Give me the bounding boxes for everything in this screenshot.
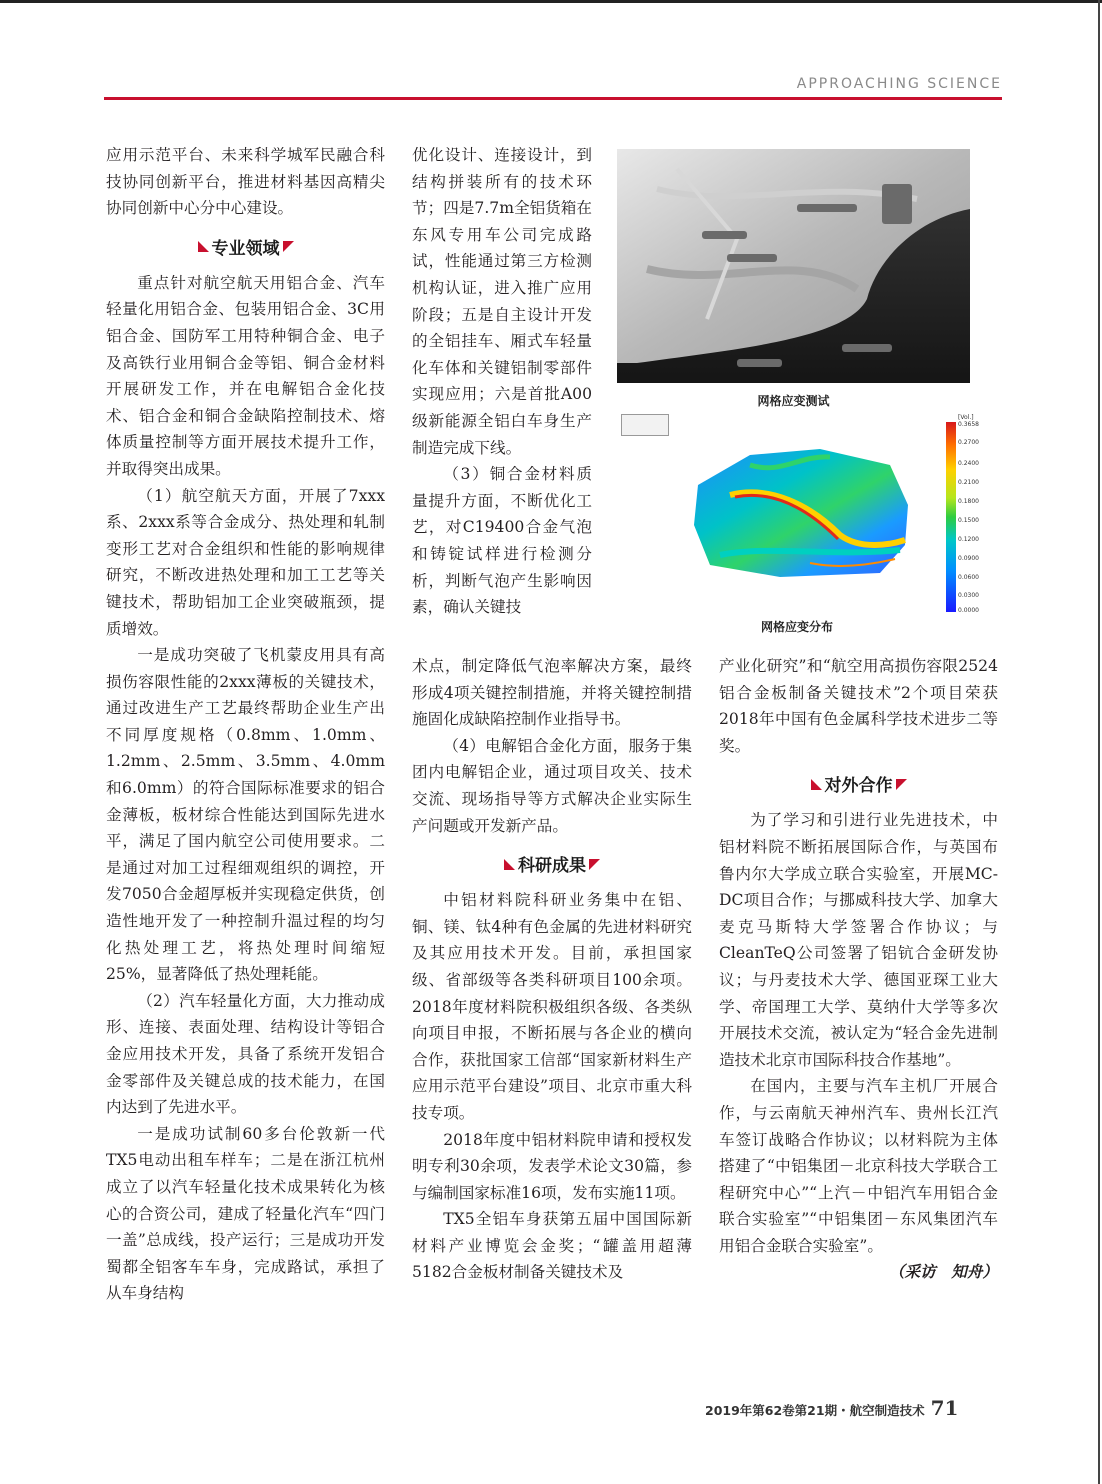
column-2-top (412, 142, 592, 621)
column-3 (719, 653, 998, 1286)
top-border (0, 0, 1102, 3)
colorbar-label: 0.0000 (958, 607, 979, 614)
colorbar-label: 0.1500 (958, 517, 979, 524)
paragraph: 术点，制定降低气泡率解决方案，最终形成4项关键控制措施，并将关键控制措施固化成缺陷控制作业指导书。 (412, 657, 692, 729)
triangle-left-icon (198, 241, 209, 252)
strain-colorbar (946, 422, 956, 612)
paragraph: 优化设计、连接设计，到结构拼装所有的技术环节；四是7.7m全铝货箱在东风专用车公司完成路试，性能通过第三方检测机构认证，进入推广应用阶段；五是自主设计开发的全铝挂车、厢式车轻量化车体和关键铝制零部件实现应用；六是首批A00级新能源全铝白车身生产制造完成下线。 (412, 146, 592, 457)
right-border (1098, 0, 1100, 1484)
colorbar-title: [Vol.] (958, 414, 974, 421)
paragraph: 重点针对航空航天用铝合金、汽车轻量化用铝合金、包装用铝合金、3C用铝合金、国防军工用特种铜合金、电子及高铁行业用铜合金等铝、铜合金材料开展研发工作，并在电解铝合金化技术、铝合金和铜合金缺陷控制技术、熔体质量控制等方面开展技术提升工作，并取得突出成果。 (106, 273, 385, 478)
triangle-left-icon (811, 779, 822, 790)
paragraph: （2）汽车轻量化方面，大力推动成形、连接、表面处理、结构设计等铝合金应用技术开发，具备了系统开发铝合金零部件及关键总成的技术能力，在国内达到了先进水平。 (106, 991, 385, 1117)
section-heading-professional-fields: 专业领域 (106, 236, 385, 262)
colorbar-label: 0.3658 (958, 421, 979, 428)
colorbar-label: 0.2700 (958, 439, 979, 446)
section-heading-research-results: 科研成果 (412, 853, 692, 879)
paragraph: 一是成功试制60多台伦敦新一代TX5电动出租车样车；二是在浙江杭州成立了以汽车轻量化技术成果转化为核心的合资公司，建成了轻量化汽车“四门一盖”总成线，投产运行；三是成功开发蜀都全铝客车车身，完成路试，承担了从车身结构 (106, 1124, 385, 1303)
figure-caption-strain-distribution: 网格应变分布 (760, 620, 833, 634)
paragraph: 中铝材料院科研业务集中在铝、铜、镁、钛4种有色金属的先进材料研究及其应用技术开发。目前，承担国家级、省部级等各类科研项目100余项。2018年度材料院积极组织各级、各类纵向项目申报，不断拓展与各企业的横向合作，获批国家工信部“国家新材料生产应用示范平台建设”项目、北京市重大科技专项。 (412, 891, 692, 1122)
colorbar-label: 0.2100 (958, 479, 979, 486)
page-number: 71 (930, 1396, 959, 1420)
paragraph: TX5全铝车身获第五届中国国际新材料产业博览会金奖；“罐盖用超薄5182合金板材制备关键技术及 (412, 1210, 692, 1282)
colorbar-label: 0.2400 (958, 460, 979, 467)
triangle-right-icon (589, 859, 600, 870)
paragraph: 在国内，主要与汽车主机厂开展合作，与云南航天神州汽车、贵州长江汽车签订战略合作协议；以材料院为主体搭建了“中铝集团－北京科技大学联合工程研究中心”“上汽－中铝汽车用铝合金联合实验室”“中铝集团－东风集团汽车用铝合金联合实验室”。 (719, 1077, 998, 1255)
header-rule (104, 97, 1002, 100)
triangle-right-icon (283, 241, 294, 252)
paragraph: 应用示范平台、未来科学城军民融合科技协同创新平台，推进材料基因高精尖协同创新中心分中心建设。 (106, 146, 385, 218)
paragraph: 为了学习和引进行业先进技术，中铝材料院不断拓展国际合作，与英国布鲁内尔大学成立联合实验室，开展MC-DC项目合作；与挪威科技大学、加拿大麦克马斯特大学签署合作协议；与CleanTeQ公司签署了铝钪合金研发协议；与丹麦技术大学、德国亚琛工业大学、帝国理工大学、莫纳什大学等多次开展技术交流，被认定为“轻合金先进制造技术北京市国际科技合作基地”。 (719, 811, 998, 1069)
colorbar-label: 0.0300 (958, 592, 979, 599)
colorbar-label: 0.1200 (958, 536, 979, 543)
colorbar-label: 0.0600 (958, 574, 979, 581)
paragraph: （4）电解铝合金化方面，服务于集团内电解铝企业，通过项目攻关、技术交流、现场指导等方式解决企业实际生产问题或开发新产品。 (412, 736, 692, 835)
paragraph: 一是成功突破了飞机蒙皮用具有高损伤容限性能的2xxx薄板的关键技术，通过改进生产工艺最终帮助企业生产出不同厚度规格（0.8mm、1.0mm、1.2mm、2.5mm、3.5mm、4.0mm和6.0mm）的符合国际标准要求的铝合金薄板，板材综合性能达到国际先进水平，满足了国内航空公司使用要求。二是通过对加工过程细观组织的调控，开发7050合金超厚板并实现稳定供货，创造性地开发了一种控制升温过程的均匀化热处理工艺，将热处理时间缩短25%，显著降低了热处理耗能。 (106, 646, 385, 984)
figure-caption-strain-test: 网格应变测试 (757, 394, 830, 408)
colorbar-label: 0.0900 (958, 555, 979, 562)
column-1 (106, 142, 385, 1307)
colorbar-label: 0.1800 (958, 498, 979, 505)
page-footer (705, 1396, 958, 1420)
panel-photo-illustration (617, 149, 970, 383)
strain-distribution-heatmap (690, 445, 912, 579)
grid-strain-test-photo (617, 149, 970, 383)
section-header: APPROACHING SCIENCE (796, 76, 1002, 92)
column-2-bottom (412, 653, 692, 1286)
paragraph: （1）航空航天方面，开展了7xxx系、2xxx系等合金成分、热处理和轧制变形工艺对合金组织和性能的影响规律研究，不断改进热处理和加工工艺等关键技术，帮助铝加工企业突破瓶颈，提质增效。 (106, 486, 385, 638)
triangle-left-icon (504, 859, 515, 870)
byline: （采访 知舟） (888, 1262, 998, 1282)
paragraph: 产业化研究”和“航空用高损伤容限2524铝合金板制备关键技术”2个项目荣获2018年中国有色金属科学技术进步二等奖。 (719, 657, 998, 755)
section-heading-external-cooperation: 对外合作 (719, 773, 998, 799)
paragraph: 2018年度中铝材料院申请和授权发明专利30余项，发表学术论文30篇，参与编制国家标准16项，发布实施11项。 (412, 1130, 692, 1202)
paragraph: （3）铜合金材料质量提升方面，不断优化工艺，对C19400合金气泡和铸锭试样进行检测分析，判断气泡产生影响因素，确认关键技 (412, 465, 592, 617)
triangle-right-icon (896, 779, 907, 790)
legend-settings-box (621, 414, 669, 436)
issue-info: 2019年第62卷第21期・航空制造技术 (705, 1403, 925, 1418)
